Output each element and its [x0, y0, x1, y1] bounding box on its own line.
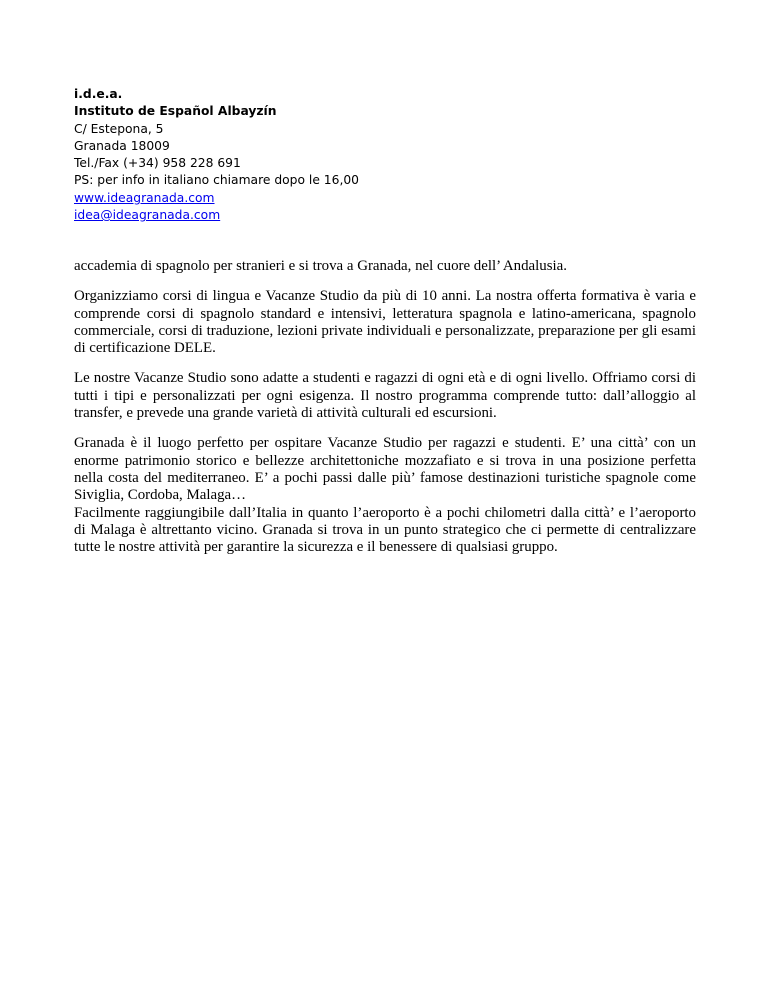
institute-acronym: i.d.e.a.: [74, 87, 123, 101]
institute-name: Instituto de Español Albayzín: [74, 104, 277, 119]
granada-paragraph: Granada è il luogo perfetto per ospitare Vacanze Studio per ragazzi e studenti. E’ una città’ con un enorme patrimonio storico e bellezze architettoniche mozzafiato e si trova in una posizione perfetta nella costa del mediterraneo. E’ a pochi passi dalle più’ famose destinazioni turistiche spagnole come Siviglia, Cordoba, Malaga…: [74, 435, 696, 504]
document-body: [74, 258, 696, 569]
travel-paragraph: Facilmente raggiungibile dall’Italia in quanto l’aeroporto è a pochi chilometri dalla città’ e l’aeroporto di Malaga è altrettanto vicino. Granada si trova in un punto strategico che ci permette di centralizzare tutte le nostre attività per garantire la sicurezza e il benessere di qualsiasi gruppo.: [74, 504, 696, 556]
courses-paragraph: Organizziamo corsi di lingua e Vacanze Studio da più di 10 anni. La nostra offerta formativa è varia e comprende corsi di spagnolo standard e intensivi, letteratura spagnola e latino-americana, spagnolo commerciale, corsi di traduzione, lezioni private individuali e personalizzate, preparazione per gli esami di certificazione DELE.: [74, 288, 696, 357]
city-postcode: Granada 18009: [74, 138, 170, 153]
italian-info-note: PS: per info in italiano chiamare dopo le 16,00: [74, 173, 360, 188]
street-address: C/ Estepona, 5: [74, 121, 164, 136]
study-holidays-paragraph: Le nostre Vacanze Studio sono adatte a studenti e ragazzi di ogni età e di ogni livello. Offriamo corsi di tutti i tipi e personalizzati per ogni esigenza. Il nostro programma comprende tutto: dall’alloggio al transfer, e prevede una grande varietà di attività culturali ed escursioni.: [74, 370, 696, 422]
phone-fax: Tel./Fax (+34) 958 228 691: [74, 156, 241, 171]
letterhead: [74, 86, 694, 224]
email-link[interactable]: idea@ideagranada.com: [74, 208, 221, 223]
website-link[interactable]: www.ideagranada.com: [74, 190, 215, 205]
intro-paragraph: accademia di spagnolo per stranieri e si trova a Granada, nel cuore dell’ Andalusia.: [74, 258, 567, 274]
